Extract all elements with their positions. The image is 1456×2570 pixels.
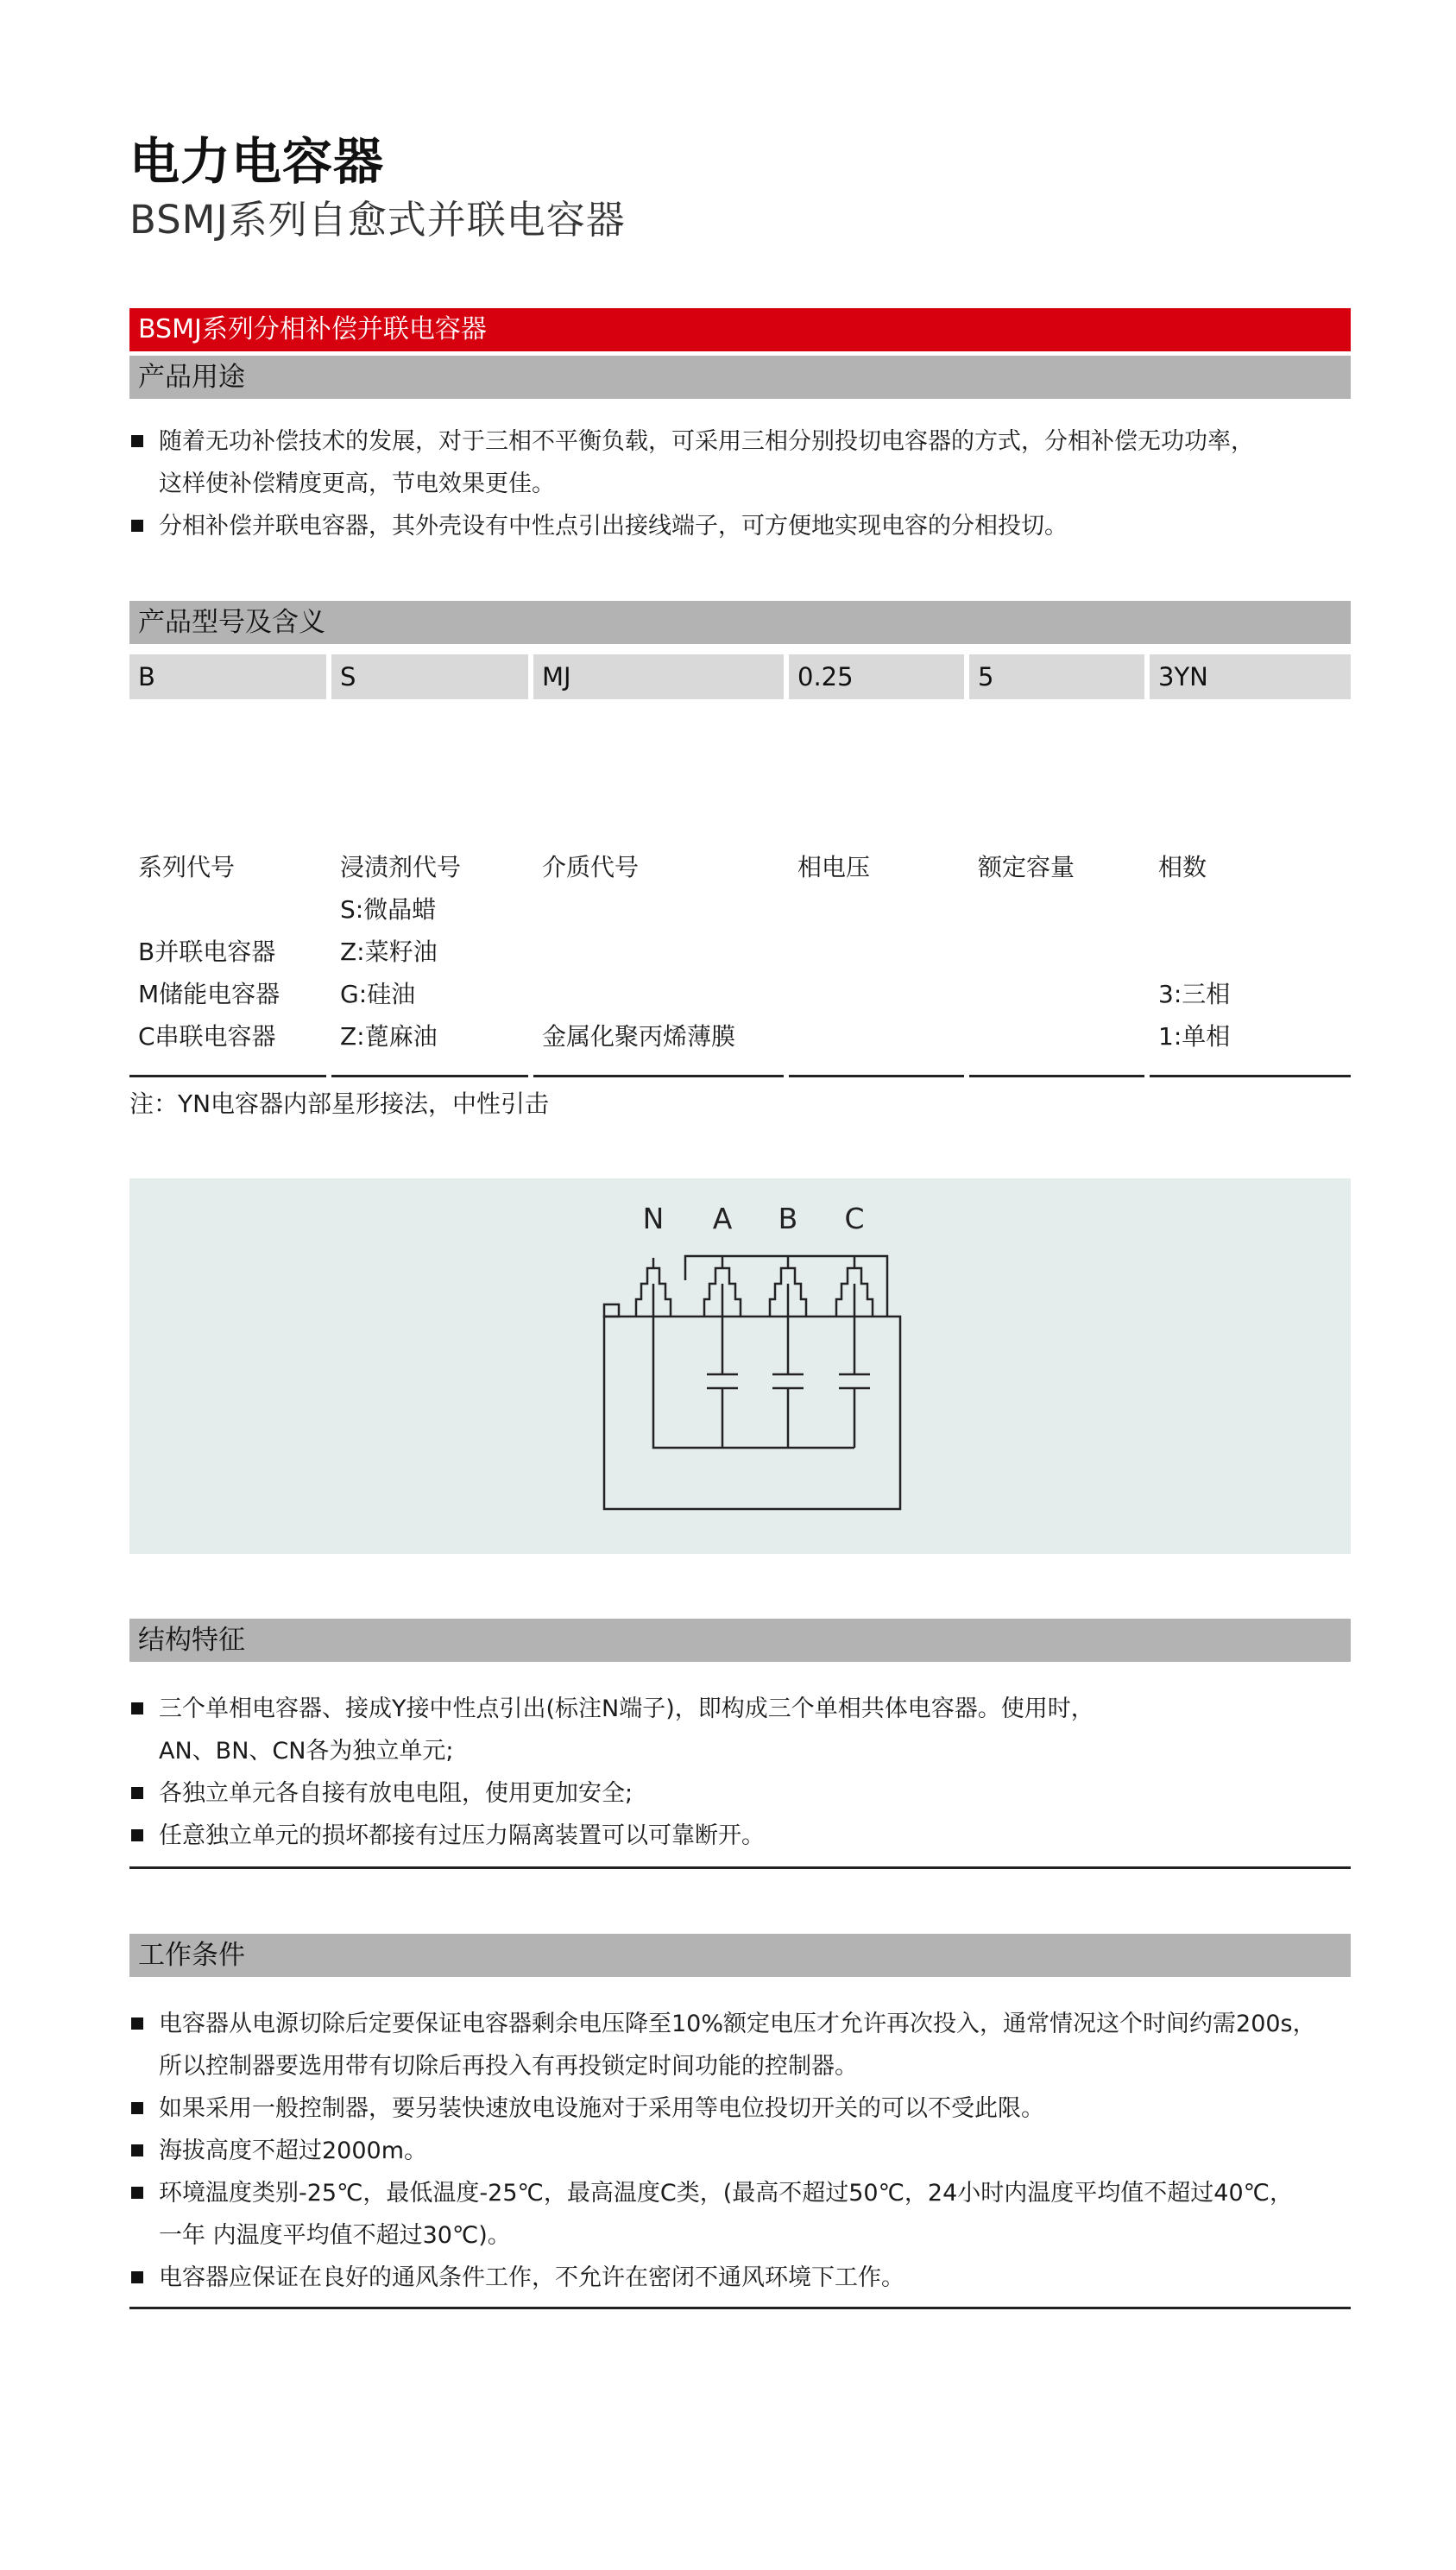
meaning-line [1158,931,1351,973]
meaning-line: 1:单相 [1158,1022,1231,1051]
meaning-line [797,931,964,973]
model-heading: 产品型号及含义 [129,601,1351,644]
structure-item [129,1688,1351,1772]
meaning-column [969,846,1144,1077]
structure-item-line: 各独立单元各自接有放电电阻，使用更加安全; [159,1780,633,1807]
wiring-diagram-panel [129,1178,1351,1554]
usage-item-line: 这样使补偿精度更高，节电效果更佳。 [159,470,555,497]
conditions-item-line: 一年 内温度平均值不超过30℃)。 [159,2222,511,2249]
meaning-column [129,846,326,1077]
structure-item [129,1772,1351,1815]
conditions-list [129,2003,1351,2299]
meaning-line: Z:蓖麻油 [340,1022,438,1051]
model-code-cell: B [129,654,326,699]
conditions-item-line: 电容器应保证在良好的通风条件工作，不允许在密闭不通风环境下工作。 [159,2264,904,2291]
capacitor-b [772,1284,804,1448]
conditions-item-line: 如果采用一般控制器，要另装快速放电设施对于采用等电位投切开关的可以不受此限。 [159,2095,1044,2122]
model-meaning-table [129,846,1351,1077]
conditions-item-line: 环境温度类别-25℃，最低温度-25℃，最高温度C类，(最高不超过50℃，24小时内温度平均值不超过40℃， [159,2180,1293,2207]
terminal-label-a: A [712,1202,733,1235]
conditions-heading: 工作条件 [129,1934,1351,1977]
conditions-divider [129,2307,1351,2309]
meaning-line [1158,888,1351,931]
meaning-line [978,973,1144,1015]
meaning-line: 相数 [1158,853,1207,881]
capacitor-c [839,1284,870,1448]
usage-list [129,420,1351,547]
model-code-cell: 5 [969,654,1144,699]
wiring-diagram [129,1178,1351,1554]
meaning-line: 3:三相 [1158,980,1231,1008]
model-code-row [129,654,1351,699]
meaning-line: 额定容量 [978,853,1075,881]
meaning-line [542,888,784,931]
conditions-item-line: 所以控制器要选用带有切除后再投入有再投锁定时间功能的控制器。 [159,2053,858,2080]
meaning-line [797,888,964,931]
meaning-line [542,931,784,973]
meaning-line [542,973,784,1015]
meaning-line: 系列代号 [138,853,236,881]
conditions-item [129,2172,1351,2257]
conditions-item [129,2130,1351,2172]
meaning-column [533,846,784,1077]
structure-item-line: 三个单相电容器、接成Y接中性点引出(标注N端子)，即构成三个单相共体电容器。使用时， [159,1695,1094,1722]
meaning-line: 相电压 [797,853,871,881]
meaning-line [978,888,1144,931]
structure-list [129,1688,1351,1857]
meaning-line [797,973,964,1015]
model-code-cell: 0.25 [789,654,964,699]
meaning-column [331,846,528,1077]
page-subtitle: BSMJ系列自愈式并联电容器 [129,197,626,243]
meaning-line: S:微晶蜡 [340,895,437,924]
meaning-column [789,846,964,1077]
meaning-line [978,931,1144,973]
meaning-line: C串联电容器 [138,1022,276,1051]
structure-item [129,1815,1351,1857]
structure-heading: 结构特征 [129,1619,1351,1662]
meaning-column [1150,846,1351,1077]
meaning-line: G:硅油 [340,980,416,1008]
ground-terminal [604,1304,619,1317]
capacitor-a [707,1284,738,1448]
meaning-line: 金属化聚丙烯薄膜 [542,1022,736,1051]
usage-item-line: 分相补偿并联电容器，其外壳设有中性点引出接线端子，可方便地实现电容的分相投切。 [159,513,1068,540]
structure-divider [129,1866,1351,1869]
structure-item-line: AN、BN、CN各为独立单元; [159,1738,454,1765]
meaning-line: 浸渍剂代号 [340,853,462,881]
meaning-line: M储能电容器 [138,980,280,1008]
neutral-line [653,1284,854,1448]
conditions-item [129,2003,1351,2087]
meaning-line [797,1015,964,1058]
conditions-item-line: 电容器从电源切除后定要保证电容器剩余电压降至10%额定电压才允许再次投入，通常情况这个时间约需200s， [159,2011,1316,2037]
conditions-item [129,2257,1351,2299]
structure-item-line: 任意独立单元的损坏都接有过压力隔离装置可以可靠断开。 [159,1822,765,1849]
usage-item [129,420,1351,505]
page-title: 电力电容器 [129,132,385,191]
usage-heading: 产品用途 [129,356,1351,399]
meaning-line: 介质代号 [542,853,640,881]
conditions-item [129,2087,1351,2130]
terminal-label-b: B [778,1202,798,1235]
top-bus-frame [685,1256,887,1317]
terminal-label-c: C [844,1202,865,1235]
terminal-label-n: N [642,1202,665,1235]
meaning-line [138,888,326,931]
model-code-cell: MJ [533,654,784,699]
model-code-cell: S [331,654,528,699]
section-title-bar: BSMJ系列分相补偿并联电容器 [129,308,1351,351]
capacitor-housing [604,1317,900,1509]
meaning-line: Z:菜籽油 [340,938,438,966]
meaning-line [978,1015,1144,1058]
conditions-item-line: 海拔高度不超过2000m。 [159,2137,428,2164]
usage-item [129,505,1351,547]
usage-item-line: 随着无功补偿技术的发展，对于三相不平衡负载，可采用三相分别投切电容器的方式，分相补偿无功功率， [159,428,1254,455]
meaning-line: B并联电容器 [138,938,276,966]
model-code-cell: 3YN [1150,654,1351,699]
model-note: 注：YN电容器内部星形接法，中性引击 [129,1089,550,1118]
